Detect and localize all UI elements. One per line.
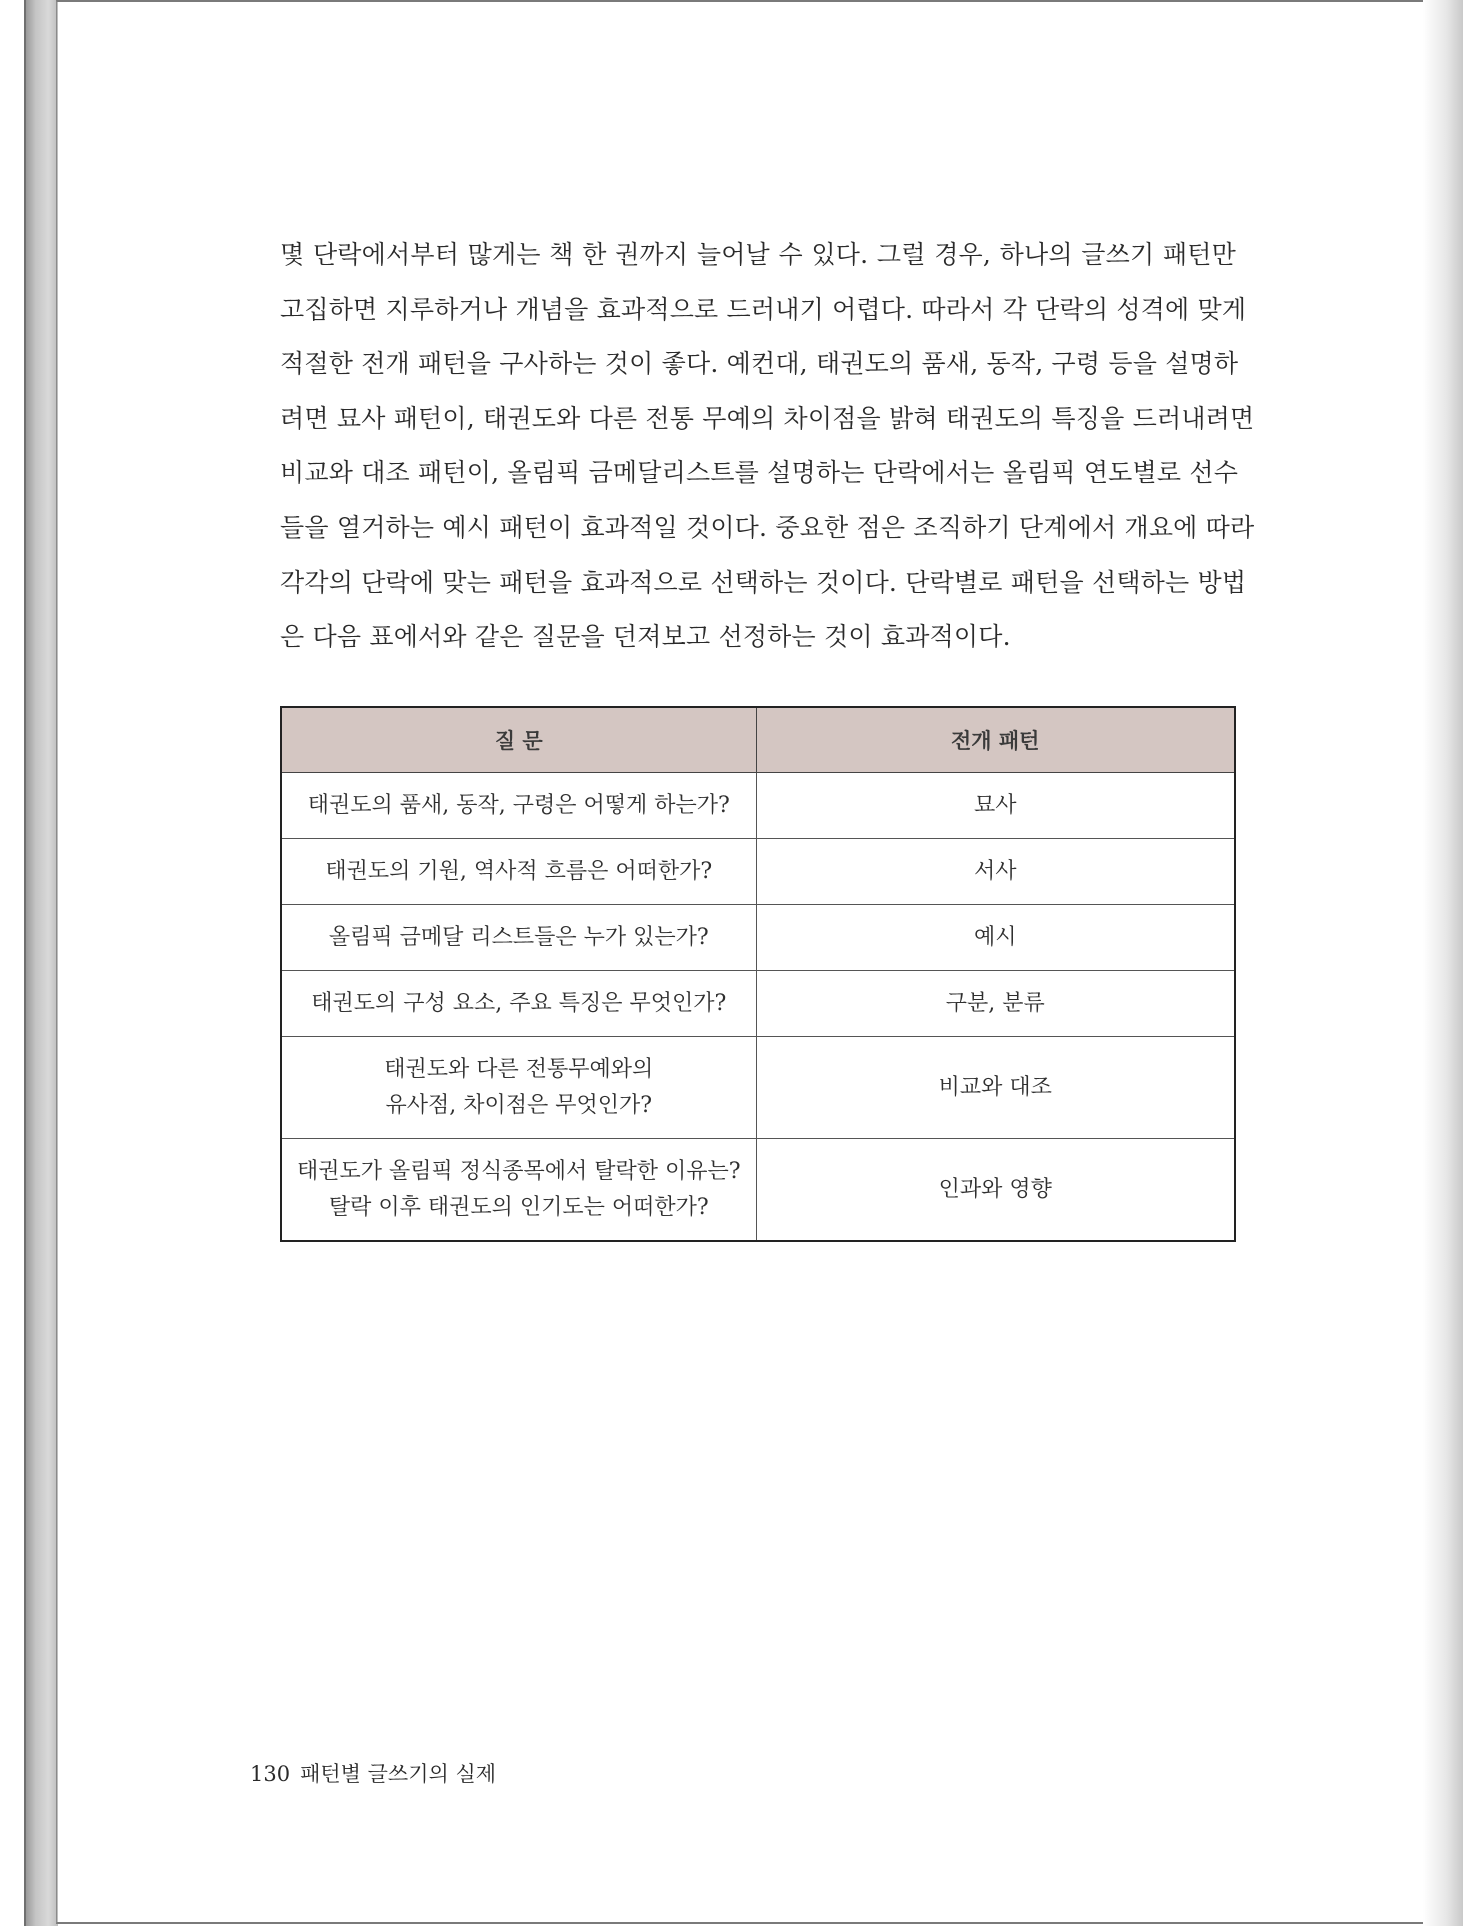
question-line: 태권도와 다른 전통무예와의 (384, 1056, 654, 1082)
pattern-cell: 서사 (756, 839, 1235, 905)
question-line: 태권도의 구성 요소, 주요 특징은 무엇인가? (311, 990, 727, 1016)
pattern-table (280, 706, 1236, 1242)
question-line: 유사점, 차이점은 무엇인가? (385, 1092, 653, 1118)
pattern-cell: 예시 (756, 905, 1235, 971)
question-cell (281, 839, 756, 905)
table-row (281, 839, 1235, 905)
body-line: 려면 묘사 패턴이, 태권도와 다른 전통 무예의 차이점을 밝혀 태권도의 특징을 드러내려면 (280, 403, 1255, 433)
body-line: 은 다음 표에서와 같은 질문을 던져보고 선정하는 것이 효과적이다. (280, 622, 1011, 652)
page-footer (250, 1758, 496, 1788)
page-number: 130 (250, 1762, 291, 1786)
question-cell (281, 971, 756, 1037)
table-row (281, 905, 1235, 971)
running-title: 패턴별 글쓰기의 실제 (300, 1762, 497, 1786)
table-row (281, 1139, 1235, 1242)
page-curl-shadow (1423, 0, 1463, 1926)
body-line: 각각의 단락에 맞는 패턴을 효과적으로 선택하는 것이다. 단락별로 패턴을 선택하는 방법 (280, 567, 1247, 597)
pattern-cell: 비교와 대조 (756, 1037, 1235, 1139)
table-row (281, 971, 1235, 1037)
body-line: 적절한 전개 패턴을 구사하는 것이 좋다. 예컨대, 태권도의 품새, 동작, 구령 등을 설명하 (280, 349, 1239, 379)
book-spine (24, 0, 58, 1926)
body-paragraph (280, 228, 1255, 665)
header-question: 질 문 (281, 707, 756, 773)
body-line: 들을 열거하는 예시 패턴이 효과적일 것이다. 중요한 점은 조직하기 단계에서 개요에 따라 (280, 512, 1255, 542)
question-cell (281, 1139, 756, 1242)
header-pattern: 전개 패턴 (756, 707, 1235, 773)
table-row (281, 773, 1235, 839)
pattern-cell: 구분, 분류 (756, 971, 1235, 1037)
question-cell (281, 1037, 756, 1139)
question-line: 올림픽 금메달 리스트들은 누가 있는가? (328, 924, 709, 950)
body-line: 비교와 대조 패턴이, 올림픽 금메달리스트를 설명하는 단락에서는 올림픽 연도별로 선수 (280, 458, 1239, 488)
question-line: 태권도가 올림픽 정식종목에서 탈락한 이유는? (296, 1158, 741, 1184)
body-line: 몇 단락에서부터 많게는 책 한 권까지 늘어날 수 있다. 그럴 경우, 하나의 글쓰기 패턴만 (280, 240, 1236, 269)
question-line: 태권도의 품새, 동작, 구령은 어떻게 하는가? (307, 792, 730, 818)
body-line: 고집하면 지루하거나 개념을 효과적으로 드러내기 어렵다. 따라서 각 단락의 성격에 맞게 (280, 294, 1247, 324)
pattern-cell: 묘사 (756, 773, 1235, 839)
question-cell (281, 905, 756, 971)
question-line: 태권도의 기원, 역사적 흐름은 어떠한가? (325, 858, 713, 884)
question-line: 탈락 이후 태권도의 인기도는 어떠한가? (328, 1194, 709, 1220)
question-cell (281, 773, 756, 839)
pattern-cell: 인과와 영향 (756, 1139, 1235, 1242)
table-row (281, 1037, 1235, 1139)
table-header-row (281, 707, 1235, 773)
